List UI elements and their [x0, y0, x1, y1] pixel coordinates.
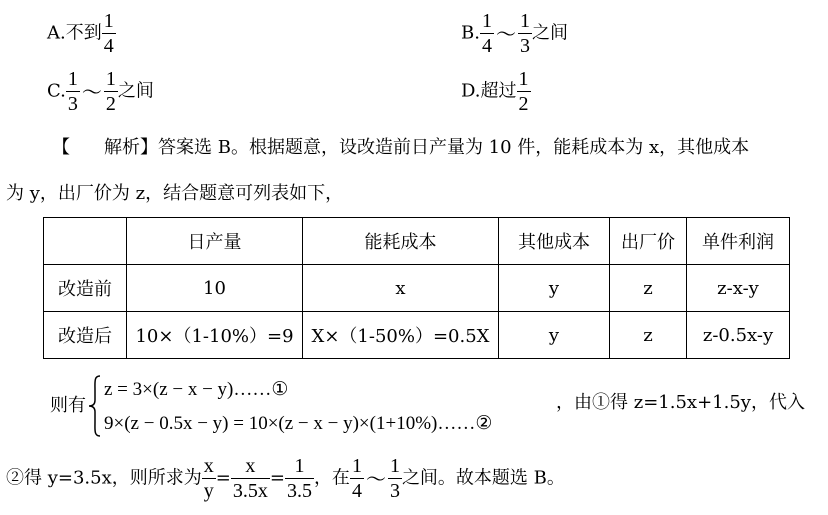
system-prefix: 则有	[50, 395, 86, 416]
equals-sign: =	[269, 467, 285, 489]
table-cell: z-0.5x-y	[687, 312, 790, 359]
left-brace	[88, 374, 102, 438]
ratio-fraction-2	[231, 455, 270, 502]
fraction-denominator: 2	[518, 93, 529, 115]
option-b	[461, 10, 568, 57]
option-c	[47, 68, 154, 115]
table-header-cell: 其他成本	[499, 218, 610, 265]
fraction-denominator: 4	[103, 35, 114, 57]
table-cell: y	[499, 265, 610, 312]
option-c-label: C.	[47, 80, 66, 102]
fraction-numerator: x	[203, 455, 214, 477]
final-mid: ，在	[313, 467, 350, 489]
analysis-line-2: 为 y，出厂价为 z，结合题意可列表如下，	[6, 183, 344, 204]
ratio-fraction	[202, 455, 216, 502]
option-a-fraction	[102, 10, 116, 57]
option-d-label: D.	[461, 80, 481, 102]
table-cell: 10×（1-10%）=9	[127, 312, 303, 359]
table-row	[44, 265, 790, 312]
equals-sign: =	[215, 467, 231, 489]
table-cell: 改造前	[44, 265, 127, 312]
equation-1: z = 3×(z − x − y)……①	[104, 379, 289, 400]
table-header-cell: 单件利润	[687, 218, 790, 265]
final-tilde: ～	[365, 466, 386, 491]
option-c-fraction-2	[104, 68, 118, 115]
analysis-text: 答案选 B。根据题意，设改造前日产量为 10 件，能耗成本为 x，其他成本	[158, 137, 750, 158]
final-end: 之间。故本题选 B。	[401, 467, 565, 489]
fraction-denominator: y	[203, 480, 214, 502]
fraction-numerator: 1	[103, 10, 114, 32]
table-cell: x	[303, 265, 499, 312]
comparison-table	[43, 217, 790, 359]
table-cell: X×（1-50%）=0.5X	[303, 312, 499, 359]
option-c-fraction-1	[66, 68, 80, 115]
fraction-denominator: 2	[105, 93, 116, 115]
table-header-cell: 出厂价	[610, 218, 687, 265]
fraction-numerator: 1	[518, 68, 529, 90]
option-a-label: A.	[47, 22, 66, 44]
fraction-numerator: 1	[481, 10, 492, 32]
fraction-denominator: 3.5x	[232, 480, 268, 502]
ratio-fraction-3	[285, 455, 314, 502]
table-cell: 改造后	[44, 312, 127, 359]
option-b-fraction-1	[480, 10, 494, 57]
analysis-tag: 解析】	[104, 137, 158, 158]
table-cell: 10	[127, 265, 303, 312]
fraction-denominator: 3	[519, 35, 530, 57]
fraction-denominator: 3.5	[286, 480, 312, 502]
option-d	[461, 68, 531, 115]
analysis-bracket: 【	[52, 137, 70, 158]
range-fraction-2	[388, 455, 402, 502]
table-cell: z-x-y	[687, 265, 790, 312]
fraction-numerator: 1	[519, 10, 530, 32]
fraction-denominator: 3	[67, 93, 78, 115]
final-line	[6, 455, 565, 502]
range-fraction-1	[350, 455, 364, 502]
table-header-cell: 日产量	[127, 218, 303, 265]
option-d-fraction	[517, 68, 531, 115]
fraction-numerator: 1	[105, 68, 116, 90]
table-cell: z	[610, 312, 687, 359]
option-b-text: 之间	[531, 22, 568, 44]
fraction-numerator: 1	[67, 68, 78, 90]
fraction-denominator: 3	[389, 480, 400, 502]
fraction-numerator: 1	[285, 455, 314, 479]
fraction-numerator: x	[231, 455, 270, 479]
table-cell: z	[610, 265, 687, 312]
fraction-denominator: 4	[351, 480, 362, 502]
table-header-cell: 能耗成本	[303, 218, 499, 265]
option-b-fraction-2	[518, 10, 532, 57]
option-d-text: 超过	[480, 80, 517, 102]
final-start: ②得 y=3.5x，则所求为	[6, 467, 202, 489]
option-b-tilde: ～	[495, 21, 516, 46]
option-c-tilde: ～	[81, 79, 102, 104]
option-b-label: B.	[461, 22, 480, 44]
fraction-denominator: 4	[481, 35, 492, 57]
option-a	[47, 10, 116, 57]
fraction-numerator: 1	[389, 455, 400, 477]
option-a-text: 不到	[65, 22, 102, 44]
system-after: ，由①得 z=1.5x+1.5y，代入	[556, 392, 805, 413]
analysis-line-1	[52, 137, 749, 159]
table-header-cell	[44, 218, 127, 265]
table-header-row	[44, 218, 790, 265]
table-cell: y	[499, 312, 610, 359]
fraction-numerator: 1	[351, 455, 362, 477]
option-c-text: 之间	[117, 80, 154, 102]
table-row	[44, 312, 790, 359]
equation-2: 9×(z − 0.5x − y) = 10×(z − x − y)×(1+10%)……②	[104, 413, 493, 434]
